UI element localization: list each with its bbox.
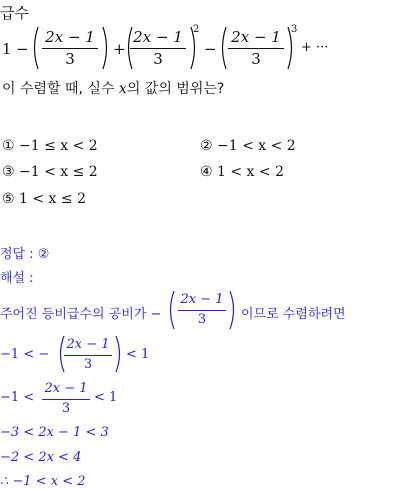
term1-numerator: 2x − 1 bbox=[45, 28, 95, 46]
term2-fraction-bar bbox=[130, 48, 186, 49]
solution-intro-denominator: 3 bbox=[197, 312, 207, 327]
series-minus-sign: − bbox=[16, 40, 29, 58]
step1-left: −1 < − bbox=[0, 347, 50, 362]
choice-number: ③ bbox=[2, 164, 15, 180]
term2-denominator: 3 bbox=[153, 50, 163, 68]
question-text bbox=[2, 78, 224, 98]
explanation-label: 해설 : bbox=[0, 271, 34, 286]
term1-denominator: 3 bbox=[65, 50, 75, 68]
choice-text: −1 ≤ x < 2 bbox=[19, 138, 98, 154]
term3-fraction-bar bbox=[228, 48, 284, 49]
series-minus-sign-2: − bbox=[204, 40, 217, 58]
step1-right: < 1 bbox=[126, 347, 150, 362]
solution-intro-fraction-bar bbox=[178, 310, 226, 311]
solution-intro-post: 이므로 수렴하려면 bbox=[241, 307, 346, 322]
choice-text: −1 < x ≤ 2 bbox=[19, 164, 98, 180]
solution-step-3: −3 < 2x − 1 < 3 bbox=[0, 425, 109, 440]
choice-number: ④ bbox=[200, 164, 213, 180]
question-pre: 이 수렴할 때, 실수 bbox=[2, 81, 119, 97]
step2-right: < 1 bbox=[94, 390, 118, 405]
choice-5[interactable] bbox=[2, 191, 86, 207]
left-paren-icon bbox=[30, 26, 40, 70]
solution-intro-pre: 주어진 등비급수의 공비가 − bbox=[0, 307, 162, 322]
choice-number: ② bbox=[200, 138, 213, 154]
choice-number: ⑤ bbox=[2, 191, 15, 207]
choice-number: ① bbox=[2, 138, 15, 154]
step2-fraction-bar bbox=[42, 399, 90, 400]
answer: 정답 : ② bbox=[0, 247, 50, 262]
choice-3[interactable] bbox=[2, 164, 98, 180]
right-paren-icon bbox=[114, 335, 124, 373]
choice-1[interactable] bbox=[2, 138, 98, 154]
term3-exponent: 3 bbox=[291, 24, 298, 35]
choice-text: 1 < x ≤ 2 bbox=[19, 191, 86, 207]
series-term-one: 1 bbox=[2, 40, 12, 58]
solution-step-5: ∴ −1 < x < 2 bbox=[0, 474, 86, 489]
question-post: 의 값의 범위는? bbox=[126, 81, 225, 97]
series-tail: + ··· bbox=[301, 40, 329, 55]
step2-numerator: 2x − 1 bbox=[44, 381, 88, 396]
term2-exponent: 2 bbox=[193, 24, 200, 35]
step2-left: −1 < bbox=[0, 390, 35, 405]
series-plus-sign: + bbox=[113, 40, 126, 58]
term2-numerator: 2x − 1 bbox=[133, 28, 183, 46]
title: 급수 bbox=[0, 4, 29, 22]
choice-text: 1 < x < 2 bbox=[217, 164, 284, 180]
question-variable: x bbox=[118, 81, 127, 97]
solution-intro-numerator: 2x − 1 bbox=[180, 292, 224, 307]
term3-denominator: 3 bbox=[251, 50, 261, 68]
step1-denominator: 3 bbox=[83, 357, 93, 372]
term3-numerator: 2x − 1 bbox=[231, 28, 281, 46]
choice-2[interactable] bbox=[200, 138, 296, 154]
right-paren-icon bbox=[228, 290, 238, 330]
choice-4[interactable] bbox=[200, 164, 284, 180]
choice-text: −1 < x < 2 bbox=[217, 138, 296, 154]
right-paren-icon bbox=[101, 26, 111, 70]
solution-step-4: −2 < 2x < 4 bbox=[0, 450, 82, 465]
left-paren-icon bbox=[166, 290, 176, 330]
step1-fraction-bar bbox=[64, 355, 112, 356]
step1-numerator: 2x − 1 bbox=[66, 337, 110, 352]
term1-fraction-bar bbox=[42, 48, 98, 49]
step2-denominator: 3 bbox=[61, 401, 71, 416]
